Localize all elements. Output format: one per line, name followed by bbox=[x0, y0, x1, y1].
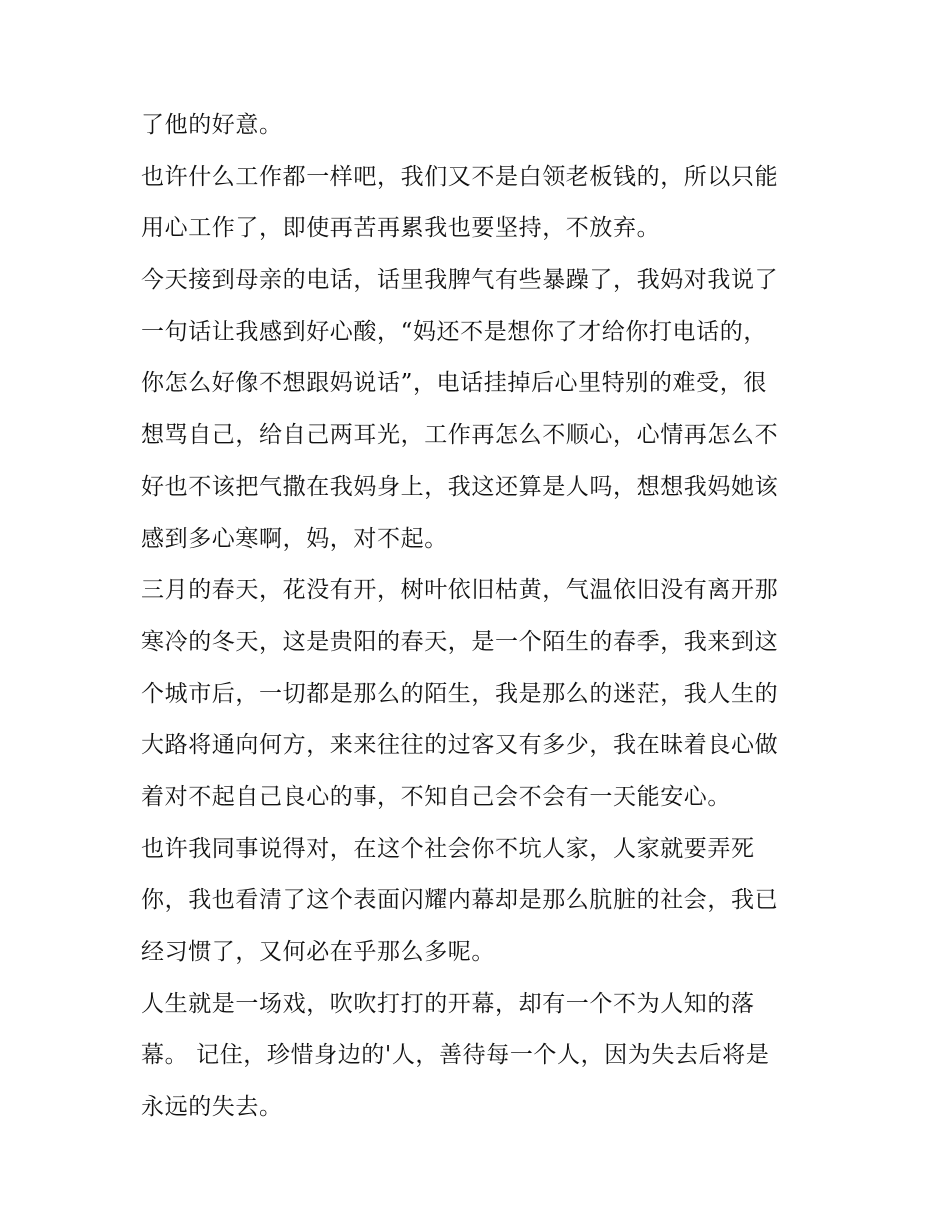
text-line: 今天接到母亲的电话，话里我脾气有些暴躁了，我妈对我说了 bbox=[141, 267, 779, 294]
text-line: 你，我也看清了这个表面闪耀内幕却是那么肮脏的社会，我已 bbox=[141, 887, 779, 914]
text-line: 用心工作了，即使再苦再累我也要坚持，不放弃。 bbox=[141, 215, 661, 242]
text-line: 着对不起自己良心的事，不知自己会不会有一天能安心。 bbox=[141, 783, 731, 810]
text-line: 个城市后，一切都是那么的陌生，我是那么的迷茫，我人生的 bbox=[141, 680, 779, 707]
document-body bbox=[141, 100, 821, 1134]
text-line: 经习惯了，又何必在乎那么多呢。 bbox=[141, 939, 495, 965]
text-line: 想骂自己，给自己两耳光，工作再怎么不顺心，心情再怎么不 bbox=[141, 422, 779, 449]
text-line: 寒冷的冬天，这是贵阳的春天，是一个陌生的春季，我来到这 bbox=[141, 628, 779, 655]
text-line: 也许什么工作都一样吧，我们又不是白领老板钱的，所以只能 bbox=[141, 163, 779, 190]
text-line: 人生就是一场戏，吹吹打打的开幕，却有一个不为人知的落 bbox=[141, 990, 755, 1017]
text-line: 也许我同事说得对，在这个社会你不坑人家，人家就要弄死 bbox=[141, 835, 755, 862]
text-line: 一句话让我感到好心酸，“妈还不是想你了才给你打电话的， bbox=[141, 318, 767, 345]
text-line: 了他的好意。 bbox=[141, 112, 283, 138]
text-line: 三月的春天，花没有开，树叶依旧枯黄，气温依旧没有离开那 bbox=[141, 577, 779, 604]
text-line: 感到多心寒啊，妈，对不起。 bbox=[141, 525, 448, 552]
text-line: 永远的失去。 bbox=[141, 1094, 283, 1121]
text-line: 幕。 记住，珍惜身边的'人，善待每一个人，因为失去后将是 bbox=[141, 1042, 770, 1069]
text-line: 你怎么好像不想跟妈说话”，电话挂掉后心里特别的难受，很 bbox=[141, 370, 767, 397]
text-line: 大路将通向何方，来来往往的过客又有多少，我在昧着良心做 bbox=[141, 732, 779, 759]
text-line: 好也不该把气撒在我妈身上，我这还算是人吗，想想我妈她该 bbox=[141, 473, 779, 500]
